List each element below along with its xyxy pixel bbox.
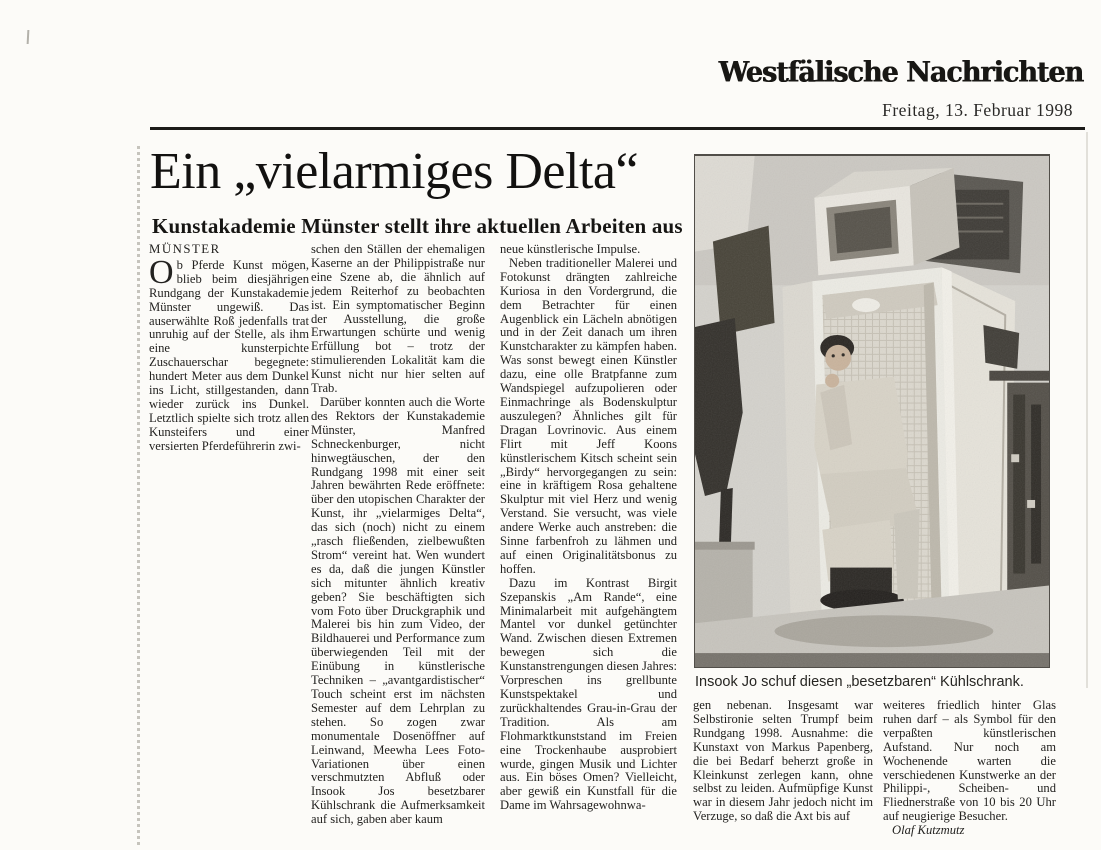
photo-caption: Insook Jo schuf diesen „besetzbaren“ Kühlschrank. (695, 674, 1024, 690)
article-subhead: Kunstakademie Münster stellt ihre aktuellen Arbeiten aus (152, 214, 683, 238)
byline: Olaf Kutzmutz (892, 823, 965, 838)
scan-edge-left (137, 146, 140, 846)
issue-date: Freitag, 13. Februar 1998 (882, 100, 1073, 120)
newspaper-masthead: Westfälische Nachrichten (718, 56, 1083, 89)
photo-illustration (695, 156, 1049, 667)
paragraph (149, 253, 309, 454)
paragraph: Dazu im Kontrast Birgit Szepanskis „Am Rande“, eine Minimalarbeit mit aufgehängtem Mantel vor dunkel getünchter Wand. Zwischen diesen Extremen bewegen sich die Kunstanstrengungen diesen Jahres: Vorpreschen ins grellbunte Kunstspektakel und zurückhaltendes Grau-in-Grau der Tradition. Als am Flohmarktkunststand im Freien eine Trockenhaube ausprobiert wurde, gingen Musik und Lichter aus. Ein böses Omen? Vielleicht, aber gewiß ein Kunstfall für die Dame im Wahrsagewohnwa- (500, 575, 677, 813)
article-column-5 (883, 699, 1056, 838)
paragraph-text: b Pferde Kunst mögen, blieb beim diesjährigen Rundgang der Kunstakademie Münster ungewiß. Das auserwählte Roß jedenfalls trat unruhig auf der Stelle, als ihm eine kunsterpichte Zuschauerschar begegnete: hundert Meter aus dem Dunkel ins Licht, stillgestanden, dann wieder zurück ins Dunkel. Letztlich spielte sich trotz allen Kunsteifers und einer versierten Pferdeführerin zwi- (149, 257, 309, 453)
article-column-4 (693, 699, 873, 824)
article-headline: Ein „vielarmiges Delta“ (150, 143, 639, 200)
article-column-2 (311, 243, 485, 827)
paragraph: neue künstlerische Impulse. (500, 242, 641, 256)
article-column-1 (149, 243, 309, 454)
paragraph: Darüber konnten auch die Worte des Rektors der Kunstakademie Münster, Manfred Schneckenburger, nicht hinwegtäuschen, der den Rundgang 1998 mit einer seit Jahren bewährten Rede eröffnete: über den utopischen Charakter der Kunst, ihr „vielarmiges Delta“, das sich (noch) nicht zu einem „rasch fließenden, zielbewußten Strom“ vereint hat. Wen wundert es da, daß die jungen Künstler sich mitunter ähnlich kreativ geben? Sie beschäftigten sich vom Foto über Druckgraphik und Malerei bis hin zum Video, der Bildhauerei und Performance zum überwiegenden Teil mit der Einübung in künstlerische Techniken – „avantgardistischer“ Touch scheint erst im nächsten Semester auf dem Lehrplan zu stehen. So zogen zwar monumentale Dosenöffner auf Leinwand, Meewha Lees Foto-Variationen über einen verschmutzten Abfluß oder Insook Jos besetzbarer Kühlschrank die Aufmerksamkeit auf sich, gaben aber kaum (311, 394, 485, 827)
scan-edge-right (1086, 132, 1088, 688)
paragraph: weiteres friedlich hinter Glas ruhen darf – als Symbol für den verpaßten künstlerischen Aufstand. Nur noch am Wochenende warten die verschiedenen Kunstwerke an der Philippi-, Scheiben- und Fliednerstraße von 10 bis 20 Uhr auf neugierige Besucher. (883, 698, 1056, 824)
scan-corner-mark (27, 30, 30, 44)
masthead-rule (150, 127, 1085, 130)
paragraph: gen nebenan. Insgesamt war Selbstironie selten Trumpf beim Rundgang 1998. Ausnahme: die Kunstaxt von Markus Papenberg, die bei Bedarf beherzt große in Kleinkunst zerlegen kann, ohne selbst zu leiden. Aufmüpfige Kunst war in diesem Jahr jedoch nicht im Verzuge, so daß die Axt bis auf (693, 698, 873, 824)
photo-grain-overlay (695, 156, 1049, 667)
paragraph: schen den Ställen der ehemaligen Kaserne an der Philippistraße nur eine Szene ab, die ähnlich auf jedem Reiterhof zu beobachten ist. Ein symptomatischer Beginn der Ausstellung, die große Erwartungen schürte und wenig Erfüllung bot – trotz der stimulierenden Lokalität kam die Kunst nicht nur hier selten auf Trab. (311, 242, 485, 396)
article-photo (694, 154, 1050, 668)
dateline: MÜNSTER (149, 242, 221, 256)
article-column-3 (500, 243, 677, 813)
paragraph: Neben traditioneller Malerei und Fotokunst drängten zahlreiche Kuriosa in den Vordergrund, die dem Betrachter für einen Augenblick ein Lächeln abnötigen und in der Zeit danach um ihren Kunstcharakter zu kämpfen haben. Was sonst bewegt einen Künstler dazu, eine olle Bratpfanne zum Wandspiegel aufzupolieren oder Einmachringe als Bodenskulptur auszulegen? Ähnliches gilt für Dragan Lovrinovic. Aus einem Flirt mit Jeff Koons künstlerischem Kitsch scheint sein „Birdy“ hervorgegangen zu sein: eine in kräftigem Rosa gehaltene Skulptur mit viel Herz und wenig Verstand. Sie versucht, was viele andere Werke auch anstreben: die Sinne farbenfroh zu lähmen und auf einen Originalitätsbonus zu hoffen. (500, 255, 677, 576)
drop-cap: O (149, 253, 174, 291)
